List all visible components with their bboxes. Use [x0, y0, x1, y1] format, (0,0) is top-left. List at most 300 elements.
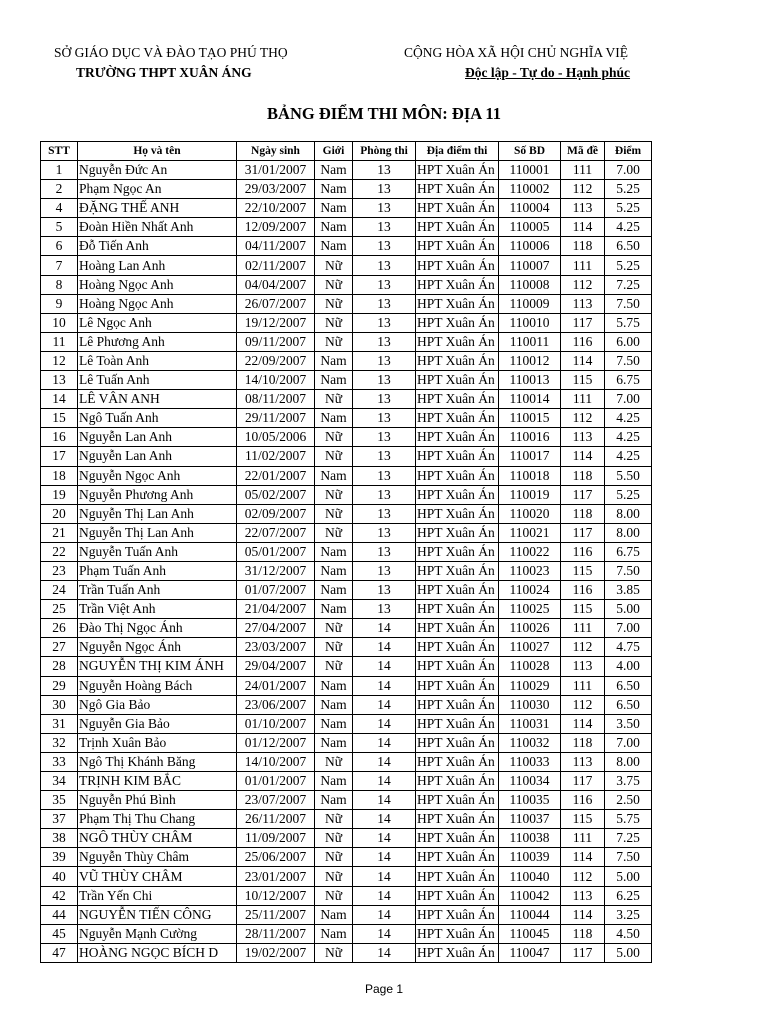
table-row: [41, 485, 652, 504]
col-name-cell: Nguyễn Ngọc Ánh: [78, 638, 237, 657]
col-stt-cell: 44: [41, 905, 78, 924]
col-location-cell: HPT Xuân Án: [416, 371, 499, 390]
col-name-cell: Trần Tuấn Anh: [78, 581, 237, 600]
col-room-cell: 14: [353, 886, 416, 905]
col-score-cell: 6.50: [605, 695, 652, 714]
table-row: [41, 943, 652, 962]
col-gender-cell: Nam: [315, 714, 353, 733]
col-dob-cell: 02/11/2007: [237, 256, 315, 275]
col-sbd-cell: 110019: [499, 485, 561, 504]
col-sbd-cell: 110005: [499, 218, 561, 237]
col-code-cell: 118: [561, 466, 605, 485]
col-code-cell: 112: [561, 638, 605, 657]
col-gender-cell: Nữ: [315, 294, 353, 313]
col-dob-cell: 14/10/2007: [237, 371, 315, 390]
col-name-cell: Đỗ Tiến Anh: [78, 237, 237, 256]
col-gender-cell: Nam: [315, 351, 353, 370]
col-gender-cell: Nam: [315, 542, 353, 561]
col-location-cell: HPT Xuân Án: [416, 676, 499, 695]
col-room-cell: 14: [353, 772, 416, 791]
col-location-cell: HPT Xuân Án: [416, 523, 499, 542]
col-dob-cell: 09/11/2007: [237, 332, 315, 351]
col-room-cell: 14: [353, 829, 416, 848]
col-score-cell: 7.50: [605, 848, 652, 867]
col-dob-cell: 23/01/2007: [237, 867, 315, 886]
col-code-cell: 118: [561, 237, 605, 256]
col-code-cell: 112: [561, 695, 605, 714]
col-gender-cell: Nam: [315, 237, 353, 256]
col-score-cell: 5.00: [605, 600, 652, 619]
col-sbd-cell: 110016: [499, 428, 561, 447]
col-stt-cell: 35: [41, 791, 78, 810]
col-dob-cell: 23/03/2007: [237, 638, 315, 657]
table-body: [41, 161, 652, 963]
col-code-cell: 111: [561, 390, 605, 409]
col-code-cell: 112: [561, 275, 605, 294]
col-score-cell: 8.00: [605, 752, 652, 771]
col-room-cell: 13: [353, 294, 416, 313]
table-row: [41, 504, 652, 523]
col-name-cell: Ngô Gia Bảo: [78, 695, 237, 714]
col-score-cell: 2.50: [605, 791, 652, 810]
col-location-cell: HPT Xuân Án: [416, 638, 499, 657]
col-stt-cell: 6: [41, 237, 78, 256]
col-gender-cell: Nữ: [315, 829, 353, 848]
col-location-cell: HPT Xuân Án: [416, 485, 499, 504]
col-score-cell: 8.00: [605, 504, 652, 523]
col-location-cell: HPT Xuân Án: [416, 275, 499, 294]
table-row: [41, 542, 652, 561]
col-code-cell: 111: [561, 619, 605, 638]
col-dob-header: Ngày sinh: [237, 142, 315, 161]
col-sbd-cell: 110030: [499, 695, 561, 714]
table-row: [41, 390, 652, 409]
col-dob-cell: 22/07/2007: [237, 523, 315, 542]
col-location-cell: HPT Xuân Án: [416, 294, 499, 313]
col-room-cell: 14: [353, 752, 416, 771]
table-row: [41, 676, 652, 695]
col-name-cell: Nguyễn Đức An: [78, 161, 237, 180]
col-dob-cell: 26/11/2007: [237, 810, 315, 829]
table-row: [41, 256, 652, 275]
table-row: [41, 905, 652, 924]
col-location-cell: HPT Xuân Án: [416, 409, 499, 428]
col-score-cell: 5.25: [605, 180, 652, 199]
col-location-cell: HPT Xuân Án: [416, 237, 499, 256]
national-motto: Độc lập - Tự do - Hạnh phúc: [465, 65, 631, 80]
col-stt-cell: 14: [41, 390, 78, 409]
col-dob-cell: 11/09/2007: [237, 829, 315, 848]
col-code-cell: 111: [561, 256, 605, 275]
col-dob-cell: 08/11/2007: [237, 390, 315, 409]
col-name-cell: Ngô Thị Khánh Băng: [78, 752, 237, 771]
col-sbd-cell: 110035: [499, 791, 561, 810]
col-code-cell: 117: [561, 523, 605, 542]
col-score-cell: 7.00: [605, 390, 652, 409]
col-dob-cell: 22/01/2007: [237, 466, 315, 485]
col-sbd-cell: 110015: [499, 409, 561, 428]
col-score-cell: 8.00: [605, 523, 652, 542]
col-code-cell: 114: [561, 351, 605, 370]
col-stt-cell: 22: [41, 542, 78, 561]
col-gender-cell: Nữ: [315, 447, 353, 466]
col-location-cell: HPT Xuân Án: [416, 848, 499, 867]
col-name-cell: Phạm Tuấn Anh: [78, 561, 237, 580]
col-name-cell: Nguyễn Thùy Châm: [78, 848, 237, 867]
col-gender-cell: Nữ: [315, 848, 353, 867]
col-name-cell: LÊ VÂN ANH: [78, 390, 237, 409]
col-code-cell: 116: [561, 581, 605, 600]
col-room-cell: 14: [353, 695, 416, 714]
col-room-cell: 13: [353, 351, 416, 370]
table-row: [41, 810, 652, 829]
col-gender-cell: Nữ: [315, 332, 353, 351]
col-name-cell: Nguyễn Tuấn Anh: [78, 542, 237, 561]
col-room-cell: 14: [353, 676, 416, 695]
col-room-cell: 14: [353, 638, 416, 657]
col-name-cell: Phạm Ngọc An: [78, 180, 237, 199]
col-stt-cell: 18: [41, 466, 78, 485]
table-row: [41, 371, 652, 390]
col-room-cell: 14: [353, 791, 416, 810]
col-dob-cell: 02/09/2007: [237, 504, 315, 523]
col-dob-cell: 05/01/2007: [237, 542, 315, 561]
col-location-cell: HPT Xuân Án: [416, 733, 499, 752]
col-sbd-header: Số BD: [499, 142, 561, 161]
col-gender-cell: Nam: [315, 561, 353, 580]
col-location-cell: HPT Xuân Án: [416, 466, 499, 485]
col-stt-cell: 29: [41, 676, 78, 695]
col-name-cell: HOÀNG NGỌC BÍCH D: [78, 943, 237, 962]
col-stt-cell: 26: [41, 619, 78, 638]
col-name-cell: NGÔ THÙY CHÂM: [78, 829, 237, 848]
col-dob-cell: 31/12/2007: [237, 561, 315, 580]
col-gender-cell: Nữ: [315, 638, 353, 657]
col-stt-cell: 1: [41, 161, 78, 180]
table-row: [41, 332, 652, 351]
col-location-cell: HPT Xuân Án: [416, 161, 499, 180]
col-gender-cell: Nữ: [315, 275, 353, 294]
col-dob-cell: 23/06/2007: [237, 695, 315, 714]
col-sbd-cell: 110026: [499, 619, 561, 638]
col-room-cell: 13: [353, 390, 416, 409]
table-row: [41, 313, 652, 332]
table-row: [41, 714, 652, 733]
col-name-cell: Nguyễn Gia Bảo: [78, 714, 237, 733]
table-row: [41, 294, 652, 313]
col-sbd-cell: 110033: [499, 752, 561, 771]
col-name-cell: Nguyễn Thị Lan Anh: [78, 523, 237, 542]
col-stt-cell: 33: [41, 752, 78, 771]
col-room-cell: 13: [353, 371, 416, 390]
col-score-cell: 3.25: [605, 905, 652, 924]
national-title: CỘNG HÒA XÃ HỘI CHỦ NGHĨA VIỆ: [404, 45, 628, 60]
col-name-cell: Đào Thị Ngọc Ánh: [78, 619, 237, 638]
col-stt-cell: 40: [41, 867, 78, 886]
col-dob-cell: 10/12/2007: [237, 886, 315, 905]
col-score-cell: 7.25: [605, 275, 652, 294]
col-sbd-cell: 110024: [499, 581, 561, 600]
col-room-cell: 13: [353, 600, 416, 619]
col-room-cell: 13: [353, 504, 416, 523]
col-sbd-cell: 110045: [499, 924, 561, 943]
col-stt-cell: 47: [41, 943, 78, 962]
col-score-cell: 7.00: [605, 161, 652, 180]
col-location-cell: HPT Xuân Án: [416, 504, 499, 523]
table-row: [41, 829, 652, 848]
col-dob-cell: 01/07/2007: [237, 581, 315, 600]
col-name-cell: NGUYỄN TIẾN CÔNG: [78, 905, 237, 924]
col-dob-cell: 05/02/2007: [237, 485, 315, 504]
col-room-cell: 14: [353, 924, 416, 943]
col-stt-cell: 31: [41, 714, 78, 733]
col-location-cell: HPT Xuân Án: [416, 791, 499, 810]
col-sbd-cell: 110042: [499, 886, 561, 905]
col-score-cell: 4.25: [605, 447, 652, 466]
col-sbd-cell: 110021: [499, 523, 561, 542]
col-gender-cell: Nam: [315, 772, 353, 791]
col-gender-cell: Nam: [315, 371, 353, 390]
col-name-cell: Đoàn Hiền Nhất Anh: [78, 218, 237, 237]
col-room-cell: 13: [353, 332, 416, 351]
col-score-cell: 5.75: [605, 810, 652, 829]
col-name-cell: Phạm Thị Thu Chang: [78, 810, 237, 829]
col-sbd-cell: 110037: [499, 810, 561, 829]
col-name-cell: VŨ THÙY CHÂM: [78, 867, 237, 886]
col-code-cell: 114: [561, 447, 605, 466]
col-name-cell: Nguyễn Hoàng Bách: [78, 676, 237, 695]
col-sbd-cell: 110004: [499, 199, 561, 218]
col-gender-cell: Nữ: [315, 886, 353, 905]
col-code-cell: 112: [561, 867, 605, 886]
col-dob-cell: 14/10/2007: [237, 752, 315, 771]
col-location-cell: HPT Xuân Án: [416, 772, 499, 791]
col-score-cell: 7.50: [605, 351, 652, 370]
col-dob-cell: 29/04/2007: [237, 657, 315, 676]
col-stt-cell: 12: [41, 351, 78, 370]
col-code-cell: 114: [561, 218, 605, 237]
col-gender-cell: Nữ: [315, 752, 353, 771]
col-score-cell: 6.75: [605, 542, 652, 561]
col-score-cell: 7.00: [605, 733, 652, 752]
col-name-cell: TRỊNH KIM BẮC: [78, 772, 237, 791]
col-name-cell: Nguyễn Lan Anh: [78, 428, 237, 447]
col-dob-cell: 26/07/2007: [237, 294, 315, 313]
col-gender-cell: Nam: [315, 581, 353, 600]
col-name-cell: Hoàng Ngọc Anh: [78, 275, 237, 294]
col-stt-header: STT: [41, 142, 78, 161]
table-row: [41, 886, 652, 905]
col-name-cell: Trần Việt Anh: [78, 600, 237, 619]
department-name: SỞ GIÁO DỤC VÀ ĐÀO TẠO PHÚ THỌ: [54, 45, 288, 60]
col-code-cell: 113: [561, 752, 605, 771]
col-score-cell: 7.25: [605, 829, 652, 848]
col-dob-cell: 21/04/2007: [237, 600, 315, 619]
col-sbd-cell: 110006: [499, 237, 561, 256]
table-row: [41, 772, 652, 791]
col-gender-cell: Nam: [315, 218, 353, 237]
col-score-header: Điểm: [605, 142, 652, 161]
col-room-cell: 13: [353, 199, 416, 218]
col-sbd-cell: 110028: [499, 657, 561, 676]
col-room-cell: 13: [353, 275, 416, 294]
table-row: [41, 199, 652, 218]
col-gender-header: Giới: [315, 142, 353, 161]
col-code-cell: 118: [561, 924, 605, 943]
col-score-cell: 3.50: [605, 714, 652, 733]
col-stt-cell: 37: [41, 810, 78, 829]
col-location-cell: HPT Xuân Án: [416, 657, 499, 676]
col-dob-cell: 11/02/2007: [237, 447, 315, 466]
col-room-cell: 14: [353, 657, 416, 676]
col-gender-cell: Nam: [315, 199, 353, 218]
col-gender-cell: Nam: [315, 409, 353, 428]
table-row: [41, 428, 652, 447]
col-sbd-cell: 110031: [499, 714, 561, 733]
col-dob-cell: 01/10/2007: [237, 714, 315, 733]
col-gender-cell: Nam: [315, 180, 353, 199]
col-location-cell: HPT Xuân Án: [416, 256, 499, 275]
col-stt-cell: 7: [41, 256, 78, 275]
table-row: [41, 561, 652, 580]
col-gender-cell: Nam: [315, 676, 353, 695]
col-name-cell: Lê Phương Anh: [78, 332, 237, 351]
col-stt-cell: 9: [41, 294, 78, 313]
col-stt-cell: 42: [41, 886, 78, 905]
col-sbd-cell: 110008: [499, 275, 561, 294]
col-name-cell: Lê Ngọc Anh: [78, 313, 237, 332]
col-room-cell: 14: [353, 905, 416, 924]
col-code-cell: 113: [561, 657, 605, 676]
col-room-cell: 13: [353, 237, 416, 256]
col-score-cell: 4.25: [605, 218, 652, 237]
col-dob-cell: 19/02/2007: [237, 943, 315, 962]
col-sbd-cell: 110017: [499, 447, 561, 466]
col-room-cell: 13: [353, 485, 416, 504]
col-sbd-cell: 110020: [499, 504, 561, 523]
col-dob-cell: 23/07/2007: [237, 791, 315, 810]
col-stt-cell: 34: [41, 772, 78, 791]
col-score-cell: 4.25: [605, 428, 652, 447]
col-stt-cell: 13: [41, 371, 78, 390]
col-stt-cell: 27: [41, 638, 78, 657]
col-location-cell: HPT Xuân Án: [416, 332, 499, 351]
col-code-cell: 115: [561, 371, 605, 390]
col-stt-cell: 17: [41, 447, 78, 466]
col-stt-cell: 4: [41, 199, 78, 218]
table-row: [41, 466, 652, 485]
table-row: [41, 237, 652, 256]
col-code-cell: 112: [561, 409, 605, 428]
col-sbd-cell: 110039: [499, 848, 561, 867]
table-row: [41, 275, 652, 294]
col-score-cell: 4.75: [605, 638, 652, 657]
table-row: [41, 848, 652, 867]
col-location-cell: HPT Xuân Án: [416, 561, 499, 580]
col-sbd-cell: 110023: [499, 561, 561, 580]
table-row: [41, 619, 652, 638]
col-location-cell: HPT Xuân Án: [416, 867, 499, 886]
col-code-header: Mã đề: [561, 142, 605, 161]
col-gender-cell: Nam: [315, 791, 353, 810]
col-gender-cell: Nam: [315, 733, 353, 752]
col-gender-cell: Nữ: [315, 256, 353, 275]
col-room-cell: 13: [353, 523, 416, 542]
col-dob-cell: 22/09/2007: [237, 351, 315, 370]
col-sbd-cell: 110002: [499, 180, 561, 199]
col-score-cell: 5.50: [605, 466, 652, 485]
col-score-cell: 5.25: [605, 485, 652, 504]
col-score-cell: 7.50: [605, 294, 652, 313]
table-row: [41, 218, 652, 237]
col-score-cell: 3.85: [605, 581, 652, 600]
col-room-cell: 14: [353, 810, 416, 829]
col-name-cell: Hoàng Ngọc Anh: [78, 294, 237, 313]
col-dob-cell: 04/04/2007: [237, 275, 315, 294]
col-gender-cell: Nam: [315, 600, 353, 619]
col-gender-cell: Nữ: [315, 523, 353, 542]
col-dob-cell: 31/01/2007: [237, 161, 315, 180]
col-gender-cell: Nam: [315, 695, 353, 714]
col-sbd-cell: 110025: [499, 600, 561, 619]
col-dob-cell: 25/06/2007: [237, 848, 315, 867]
col-room-cell: 13: [353, 561, 416, 580]
col-score-cell: 6.50: [605, 676, 652, 695]
table-row: [41, 752, 652, 771]
col-sbd-cell: 110047: [499, 943, 561, 962]
col-location-cell: HPT Xuân Án: [416, 581, 499, 600]
col-code-cell: 111: [561, 161, 605, 180]
table-row: [41, 638, 652, 657]
col-gender-cell: Nam: [315, 905, 353, 924]
col-name-cell: Hoàng Lan Anh: [78, 256, 237, 275]
col-stt-cell: 11: [41, 332, 78, 351]
col-location-cell: HPT Xuân Án: [416, 447, 499, 466]
col-stt-cell: 28: [41, 657, 78, 676]
col-code-cell: 113: [561, 886, 605, 905]
col-code-cell: 118: [561, 504, 605, 523]
col-room-cell: 13: [353, 466, 416, 485]
table-row: [41, 351, 652, 370]
col-room-cell: 13: [353, 542, 416, 561]
col-gender-cell: Nữ: [315, 485, 353, 504]
col-dob-cell: 28/11/2007: [237, 924, 315, 943]
col-code-cell: 112: [561, 180, 605, 199]
col-dob-cell: 01/01/2007: [237, 772, 315, 791]
col-location-cell: HPT Xuân Án: [416, 943, 499, 962]
table-row: [41, 523, 652, 542]
col-code-cell: 111: [561, 829, 605, 848]
col-code-cell: 117: [561, 313, 605, 332]
col-score-cell: 5.00: [605, 867, 652, 886]
col-score-cell: 4.25: [605, 409, 652, 428]
col-name-cell: Nguyễn Mạnh Cường: [78, 924, 237, 943]
col-code-cell: 115: [561, 600, 605, 619]
col-gender-cell: Nữ: [315, 390, 353, 409]
col-sbd-cell: 110001: [499, 161, 561, 180]
col-score-cell: 3.75: [605, 772, 652, 791]
col-score-cell: 5.25: [605, 256, 652, 275]
col-stt-cell: 38: [41, 829, 78, 848]
col-location-cell: HPT Xuân Án: [416, 695, 499, 714]
col-stt-cell: 23: [41, 561, 78, 580]
col-code-cell: 115: [561, 561, 605, 580]
table-row: [41, 924, 652, 943]
col-gender-cell: Nữ: [315, 943, 353, 962]
col-code-cell: 116: [561, 332, 605, 351]
col-code-cell: 117: [561, 485, 605, 504]
col-location-cell: HPT Xuân Án: [416, 886, 499, 905]
